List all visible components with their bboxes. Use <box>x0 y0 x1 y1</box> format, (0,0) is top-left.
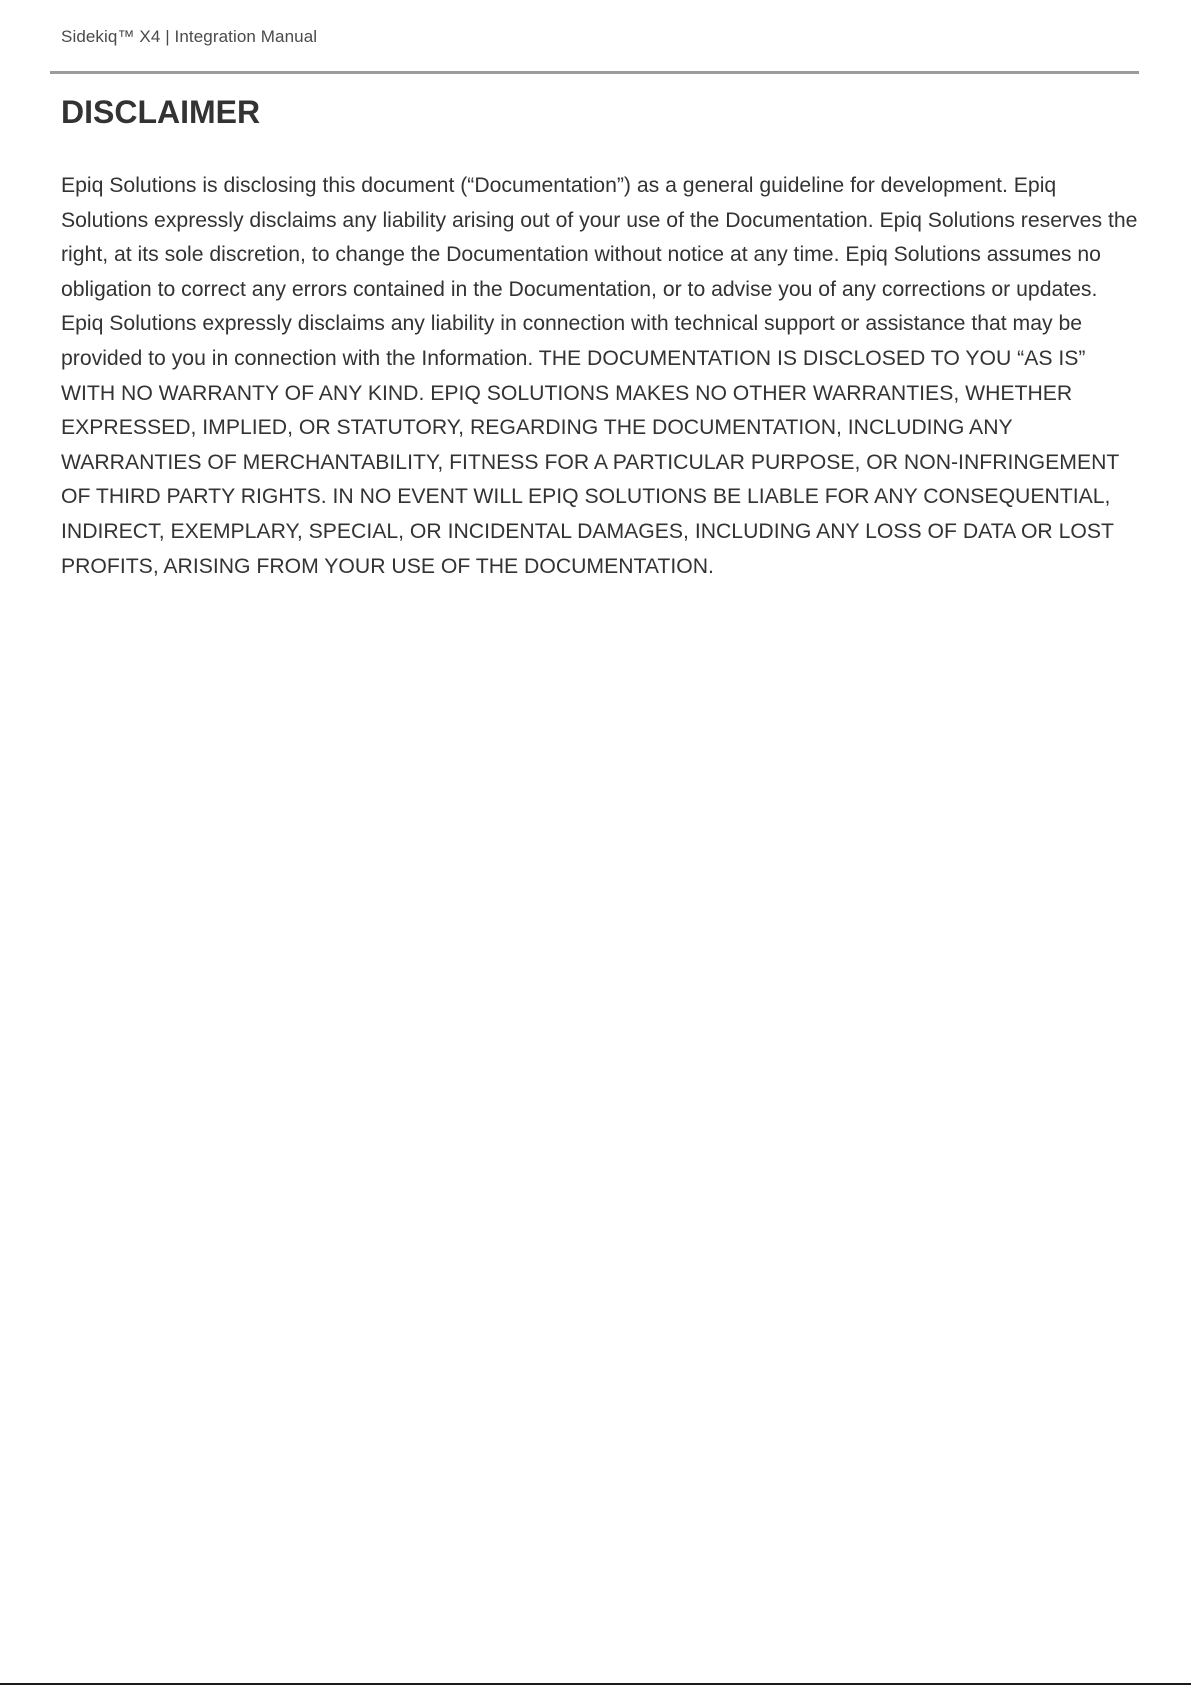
page-title: DISCLAIMER <box>61 94 261 130</box>
running-header: Sidekiq™ X4 | Integration Manual <box>61 27 318 46</box>
disclaimer-paragraph: Epiq Solutions is disclosing this document (“Documentation”) as a general guideline for development. Epiq Solutions expressly disclaims any liability arising out of your use of the Documentation. Epiq Solutions reserves the right, at its sole discretion, to change the Documentation without notice at any time. Epiq Solutions assumes no obligation to correct any errors contained in the Documentation, or to advise you of any corrections or updates. Epiq Solutions expressly disclaims any liability in connection with technical support or assistance that may be provided to you in connection with the Information. THE DOCUMENTATION IS DISCLOSED TO YOU “AS IS” WITH NO WARRANTY OF ANY KIND. EPIQ SOLUTIONS MAKES NO OTHER WARRANTIES, WHETHER EXPRESSED, IMPLIED, OR STATUTORY, REGARDING THE DOCUMENTATION, INCLUDING ANY WARRANTIES OF MERCHANTABILITY, FITNESS FOR A PARTICULAR PURPOSE, OR NON-INFRINGEMENT OF THIRD PARTY RIGHTS. IN NO EVENT WILL EPIQ SOLUTIONS BE LIABLE FOR ANY CONSEQUENTIAL, INDIRECT, EXEMPLARY, SPECIAL, OR INCIDENTAL DAMAGES, INCLUDING ANY LOSS OF DATA OR LOST PROFITS, ARISING FROM YOUR USE OF THE DOCUMENTATION. <box>61 174 1138 578</box>
header-divider <box>50 71 1139 74</box>
